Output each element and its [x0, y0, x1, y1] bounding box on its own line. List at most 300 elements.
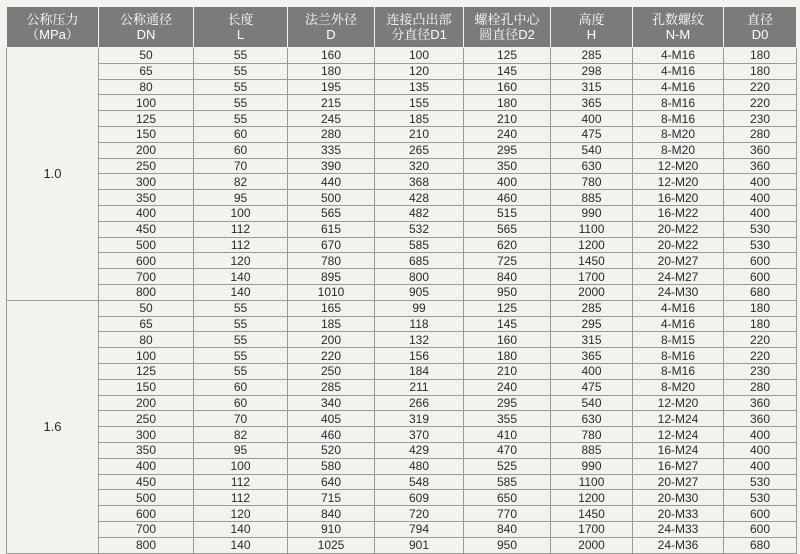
cell-d0: 530: [724, 490, 797, 506]
cell-d0: 180: [724, 48, 797, 64]
cell-d0: 680: [724, 537, 797, 553]
cell-raised-face-d1: 211: [375, 379, 464, 395]
table-row: [7, 221, 797, 237]
header-row: [7, 7, 797, 48]
cell-raised-face-d1: 266: [375, 395, 464, 411]
cell-dn: 500: [99, 490, 194, 506]
cell-raised-face-d1: 120: [375, 63, 464, 79]
cell-bolt-thread: 8-M16: [633, 111, 724, 127]
table-row: [7, 269, 797, 285]
cell-height: 315: [551, 79, 633, 95]
cell-bolt-thread: 24-M33: [633, 521, 724, 537]
cell-flange-od: 250: [288, 363, 375, 379]
cell-length: 140: [194, 269, 288, 285]
cell-bolt-thread: 16-M20: [633, 190, 724, 206]
header-line: 分直径D1: [391, 27, 447, 42]
cell-raised-face-d1: 720: [375, 506, 464, 522]
cell-bolt-thread: 20-M30: [633, 490, 724, 506]
cell-raised-face-d1: 429: [375, 442, 464, 458]
cell-length: 112: [194, 490, 288, 506]
cell-flange-od: 335: [288, 142, 375, 158]
cell-bolt-thread: 12-M20: [633, 174, 724, 190]
cell-flange-od: 840: [288, 506, 375, 522]
cell-d0: 220: [724, 95, 797, 111]
cell-bolt-thread: 24-M30: [633, 284, 724, 300]
table-row: [7, 237, 797, 253]
cell-flange-od: 245: [288, 111, 375, 127]
cell-bolt-circle-d2: 840: [464, 521, 551, 537]
cell-bolt-circle-d2: 295: [464, 142, 551, 158]
cell-d0: 230: [724, 111, 797, 127]
cell-dn: 600: [99, 253, 194, 269]
cell-flange-od: 1025: [288, 537, 375, 553]
header-bolt-thread: [633, 7, 724, 48]
cell-bolt-circle-d2: 400: [464, 174, 551, 190]
cell-raised-face-d1: 210: [375, 126, 464, 142]
cell-bolt-thread: 8-M16: [633, 363, 724, 379]
table-row: [7, 253, 797, 269]
cell-d0: 530: [724, 221, 797, 237]
cell-length: 55: [194, 48, 288, 64]
cell-bolt-thread: 12-M20: [633, 395, 724, 411]
cell-dn: 80: [99, 79, 194, 95]
cell-dn: 700: [99, 521, 194, 537]
cell-length: 55: [194, 95, 288, 111]
cell-bolt-circle-d2: 350: [464, 158, 551, 174]
cell-dn: 600: [99, 506, 194, 522]
cell-height: 298: [551, 63, 633, 79]
cell-flange-od: 500: [288, 190, 375, 206]
header-line: 长度: [227, 12, 254, 27]
cell-length: 140: [194, 537, 288, 553]
cell-height: 885: [551, 442, 633, 458]
cell-length: 55: [194, 79, 288, 95]
cell-bolt-thread: 4-M16: [633, 48, 724, 64]
cell-flange-od: 565: [288, 205, 375, 221]
cell-dn: 400: [99, 205, 194, 221]
header-line: DN: [136, 27, 156, 42]
cell-length: 112: [194, 237, 288, 253]
cell-flange-od: 460: [288, 427, 375, 443]
cell-dn: 100: [99, 95, 194, 111]
cell-length: 55: [194, 111, 288, 127]
pressure-cell: 1.0: [7, 48, 99, 301]
cell-height: 2000: [551, 537, 633, 553]
table-row: [7, 521, 797, 537]
cell-bolt-thread: 4-M16: [633, 300, 724, 316]
cell-dn: 125: [99, 111, 194, 127]
cell-bolt-circle-d2: 180: [464, 95, 551, 111]
cell-raised-face-d1: 100: [375, 48, 464, 64]
cell-raised-face-d1: 320: [375, 158, 464, 174]
cell-bolt-thread: 4-M16: [633, 316, 724, 332]
cell-length: 55: [194, 316, 288, 332]
header-flange-od: [288, 7, 375, 48]
cell-bolt-circle-d2: 410: [464, 427, 551, 443]
header-line: 螺栓孔中心: [474, 12, 540, 27]
cell-bolt-thread: 8-M16: [633, 95, 724, 111]
cell-d0: 220: [724, 348, 797, 364]
table-row: [7, 48, 797, 64]
cell-flange-od: 215: [288, 95, 375, 111]
cell-d0: 600: [724, 253, 797, 269]
cell-length: 70: [194, 411, 288, 427]
cell-bolt-thread: 20-M22: [633, 221, 724, 237]
header-raised-face-d1: [375, 7, 464, 48]
cell-d0: 360: [724, 158, 797, 174]
cell-bolt-circle-d2: 725: [464, 253, 551, 269]
cell-bolt-thread: 24-M27: [633, 269, 724, 285]
cell-height: 475: [551, 379, 633, 395]
header-line: D: [326, 27, 336, 42]
cell-dn: 450: [99, 221, 194, 237]
cell-bolt-circle-d2: 950: [464, 537, 551, 553]
cell-d0: 180: [724, 300, 797, 316]
cell-flange-od: 440: [288, 174, 375, 190]
cell-height: 540: [551, 395, 633, 411]
cell-length: 95: [194, 190, 288, 206]
cell-raised-face-d1: 480: [375, 458, 464, 474]
cell-flange-od: 280: [288, 126, 375, 142]
cell-d0: 530: [724, 237, 797, 253]
cell-d0: 530: [724, 474, 797, 490]
cell-length: 82: [194, 427, 288, 443]
cell-raised-face-d1: 319: [375, 411, 464, 427]
header-length: [194, 7, 288, 48]
cell-height: 885: [551, 190, 633, 206]
cell-dn: 200: [99, 395, 194, 411]
cell-raised-face-d1: 532: [375, 221, 464, 237]
cell-d0: 400: [724, 205, 797, 221]
cell-height: 780: [551, 427, 633, 443]
header-bolt-circle-d2: [464, 7, 551, 48]
table-row: [7, 95, 797, 111]
cell-dn: 125: [99, 363, 194, 379]
cell-bolt-thread: 8-M20: [633, 126, 724, 142]
cell-dn: 100: [99, 348, 194, 364]
cell-height: 285: [551, 48, 633, 64]
table-row: [7, 111, 797, 127]
cell-flange-od: 165: [288, 300, 375, 316]
cell-length: 55: [194, 363, 288, 379]
cell-length: 112: [194, 221, 288, 237]
cell-bolt-circle-d2: 565: [464, 221, 551, 237]
header-line: 高度: [578, 12, 605, 27]
cell-raised-face-d1: 609: [375, 490, 464, 506]
cell-flange-od: 780: [288, 253, 375, 269]
table-row: [7, 363, 797, 379]
cell-d0: 400: [724, 427, 797, 443]
table-row: [7, 537, 797, 553]
header-line: 直径: [746, 12, 773, 27]
header-line: H: [586, 27, 597, 42]
cell-height: 365: [551, 348, 633, 364]
cell-flange-od: 185: [288, 316, 375, 332]
cell-d0: 280: [724, 126, 797, 142]
cell-bolt-thread: 8-M16: [633, 348, 724, 364]
pressure-cell: 1.6: [7, 300, 99, 553]
header-line: 孔数螺纹: [651, 12, 704, 27]
cell-length: 55: [194, 300, 288, 316]
cell-bolt-thread: 20-M33: [633, 506, 724, 522]
cell-bolt-circle-d2: 650: [464, 490, 551, 506]
cell-d0: 180: [724, 316, 797, 332]
cell-raised-face-d1: 368: [375, 174, 464, 190]
table-row: [7, 284, 797, 300]
cell-bolt-circle-d2: 145: [464, 316, 551, 332]
cell-bolt-thread: 16-M22: [633, 205, 724, 221]
table-body: [7, 48, 797, 554]
cell-length: 55: [194, 63, 288, 79]
cell-bolt-thread: 12-M24: [633, 411, 724, 427]
cell-length: 112: [194, 474, 288, 490]
table-row: [7, 190, 797, 206]
cell-length: 140: [194, 521, 288, 537]
cell-dn: 80: [99, 332, 194, 348]
table-row: [7, 411, 797, 427]
cell-height: 475: [551, 126, 633, 142]
cell-bolt-thread: 12-M24: [633, 427, 724, 443]
cell-height: 630: [551, 411, 633, 427]
header-line: N-M: [665, 27, 691, 42]
cell-dn: 65: [99, 63, 194, 79]
cell-dn: 150: [99, 379, 194, 395]
cell-raised-face-d1: 265: [375, 142, 464, 158]
table-row: [7, 174, 797, 190]
table-row: [7, 474, 797, 490]
cell-d0: 600: [724, 269, 797, 285]
cell-flange-od: 285: [288, 379, 375, 395]
cell-flange-od: 910: [288, 521, 375, 537]
cell-height: 990: [551, 205, 633, 221]
cell-raised-face-d1: 428: [375, 190, 464, 206]
cell-bolt-thread: 16-M27: [633, 458, 724, 474]
cell-bolt-thread: 12-M20: [633, 158, 724, 174]
cell-dn: 50: [99, 300, 194, 316]
cell-raised-face-d1: 118: [375, 316, 464, 332]
table-row: [7, 506, 797, 522]
header-line: D0: [751, 27, 769, 42]
header-line: 连接凸出部: [386, 12, 452, 27]
cell-bolt-thread: 20-M27: [633, 253, 724, 269]
cell-flange-od: 195: [288, 79, 375, 95]
valve-spec-table: [6, 6, 797, 554]
table-row: [7, 348, 797, 364]
table-row: [7, 395, 797, 411]
table-row: [7, 316, 797, 332]
cell-raised-face-d1: 155: [375, 95, 464, 111]
cell-d0: 600: [724, 506, 797, 522]
cell-flange-od: 160: [288, 48, 375, 64]
header-height: [551, 7, 633, 48]
cell-height: 540: [551, 142, 633, 158]
cell-bolt-circle-d2: 950: [464, 284, 551, 300]
cell-flange-od: 580: [288, 458, 375, 474]
cell-length: 100: [194, 205, 288, 221]
cell-flange-od: 340: [288, 395, 375, 411]
cell-bolt-circle-d2: 210: [464, 111, 551, 127]
cell-bolt-thread: 20-M22: [633, 237, 724, 253]
cell-d0: 230: [724, 363, 797, 379]
cell-bolt-thread: 4-M16: [633, 63, 724, 79]
cell-flange-od: 200: [288, 332, 375, 348]
cell-dn: 700: [99, 269, 194, 285]
table-row: [7, 142, 797, 158]
cell-bolt-circle-d2: 295: [464, 395, 551, 411]
cell-d0: 680: [724, 284, 797, 300]
cell-height: 1100: [551, 221, 633, 237]
cell-flange-od: 180: [288, 63, 375, 79]
cell-length: 60: [194, 395, 288, 411]
cell-bolt-thread: 20-M27: [633, 474, 724, 490]
cell-dn: 800: [99, 284, 194, 300]
cell-bolt-thread: 8-M15: [633, 332, 724, 348]
cell-dn: 250: [99, 158, 194, 174]
cell-length: 60: [194, 142, 288, 158]
cell-dn: 800: [99, 537, 194, 553]
cell-bolt-circle-d2: 240: [464, 379, 551, 395]
cell-flange-od: 520: [288, 442, 375, 458]
cell-dn: 150: [99, 126, 194, 142]
cell-d0: 360: [724, 395, 797, 411]
cell-bolt-circle-d2: 840: [464, 269, 551, 285]
cell-raised-face-d1: 685: [375, 253, 464, 269]
cell-length: 120: [194, 253, 288, 269]
cell-height: 1200: [551, 237, 633, 253]
cell-bolt-circle-d2: 125: [464, 48, 551, 64]
cell-bolt-circle-d2: 160: [464, 79, 551, 95]
cell-raised-face-d1: 156: [375, 348, 464, 364]
cell-height: 1700: [551, 269, 633, 285]
cell-dn: 400: [99, 458, 194, 474]
cell-d0: 400: [724, 174, 797, 190]
cell-dn: 300: [99, 174, 194, 190]
cell-height: 365: [551, 95, 633, 111]
cell-length: 82: [194, 174, 288, 190]
cell-bolt-circle-d2: 515: [464, 205, 551, 221]
header-line: L: [236, 27, 245, 42]
cell-dn: 250: [99, 411, 194, 427]
cell-bolt-thread: 8-M20: [633, 379, 724, 395]
cell-dn: 65: [99, 316, 194, 332]
cell-flange-od: 640: [288, 474, 375, 490]
cell-bolt-circle-d2: 210: [464, 363, 551, 379]
cell-bolt-circle-d2: 180: [464, 348, 551, 364]
cell-flange-od: 405: [288, 411, 375, 427]
table-row: [7, 427, 797, 443]
cell-bolt-circle-d2: 770: [464, 506, 551, 522]
cell-bolt-circle-d2: 525: [464, 458, 551, 474]
cell-length: 60: [194, 379, 288, 395]
cell-length: 100: [194, 458, 288, 474]
cell-flange-od: 1010: [288, 284, 375, 300]
cell-dn: 300: [99, 427, 194, 443]
table-row: [7, 332, 797, 348]
cell-height: 630: [551, 158, 633, 174]
cell-height: 285: [551, 300, 633, 316]
cell-flange-od: 390: [288, 158, 375, 174]
cell-d0: 180: [724, 63, 797, 79]
table-row: [7, 79, 797, 95]
header-d0: [724, 7, 797, 48]
cell-dn: 450: [99, 474, 194, 490]
cell-raised-face-d1: 794: [375, 521, 464, 537]
cell-height: 1450: [551, 506, 633, 522]
cell-bolt-circle-d2: 585: [464, 474, 551, 490]
cell-raised-face-d1: 370: [375, 427, 464, 443]
cell-bolt-circle-d2: 240: [464, 126, 551, 142]
cell-length: 55: [194, 348, 288, 364]
cell-d0: 400: [724, 442, 797, 458]
cell-raised-face-d1: 185: [375, 111, 464, 127]
header-pressure: [7, 7, 99, 48]
cell-bolt-circle-d2: 460: [464, 190, 551, 206]
cell-flange-od: 895: [288, 269, 375, 285]
cell-height: 1100: [551, 474, 633, 490]
cell-d0: 220: [724, 79, 797, 95]
cell-bolt-circle-d2: 160: [464, 332, 551, 348]
cell-flange-od: 670: [288, 237, 375, 253]
header-line: 法兰外径: [304, 12, 357, 27]
cell-length: 140: [194, 284, 288, 300]
cell-d0: 600: [724, 521, 797, 537]
table-row: [7, 379, 797, 395]
cell-dn: 50: [99, 48, 194, 64]
cell-height: 1200: [551, 490, 633, 506]
table-row: [7, 126, 797, 142]
cell-raised-face-d1: 585: [375, 237, 464, 253]
cell-bolt-thread: 8-M20: [633, 142, 724, 158]
table-row: [7, 442, 797, 458]
cell-bolt-circle-d2: 620: [464, 237, 551, 253]
cell-flange-od: 220: [288, 348, 375, 364]
cell-dn: 350: [99, 190, 194, 206]
cell-bolt-circle-d2: 355: [464, 411, 551, 427]
table-row: [7, 63, 797, 79]
cell-height: 400: [551, 111, 633, 127]
page: [6, 6, 796, 553]
cell-height: 400: [551, 363, 633, 379]
cell-length: 70: [194, 158, 288, 174]
cell-bolt-thread: 16-M24: [633, 442, 724, 458]
cell-raised-face-d1: 99: [375, 300, 464, 316]
cell-length: 55: [194, 332, 288, 348]
header-nominal-diameter: [99, 7, 194, 48]
cell-height: 315: [551, 332, 633, 348]
header-line: 公称通径: [119, 12, 172, 27]
cell-height: 1450: [551, 253, 633, 269]
table-row: [7, 300, 797, 316]
cell-height: 1700: [551, 521, 633, 537]
cell-d0: 400: [724, 458, 797, 474]
cell-height: 295: [551, 316, 633, 332]
cell-bolt-circle-d2: 125: [464, 300, 551, 316]
table-row: [7, 158, 797, 174]
cell-bolt-circle-d2: 470: [464, 442, 551, 458]
cell-raised-face-d1: 901: [375, 537, 464, 553]
cell-raised-face-d1: 184: [375, 363, 464, 379]
cell-length: 120: [194, 506, 288, 522]
header-line: （MPa）: [26, 27, 79, 42]
cell-d0: 220: [724, 332, 797, 348]
cell-dn: 350: [99, 442, 194, 458]
cell-d0: 360: [724, 411, 797, 427]
cell-d0: 400: [724, 190, 797, 206]
cell-height: 2000: [551, 284, 633, 300]
cell-height: 780: [551, 174, 633, 190]
cell-raised-face-d1: 132: [375, 332, 464, 348]
cell-raised-face-d1: 548: [375, 474, 464, 490]
